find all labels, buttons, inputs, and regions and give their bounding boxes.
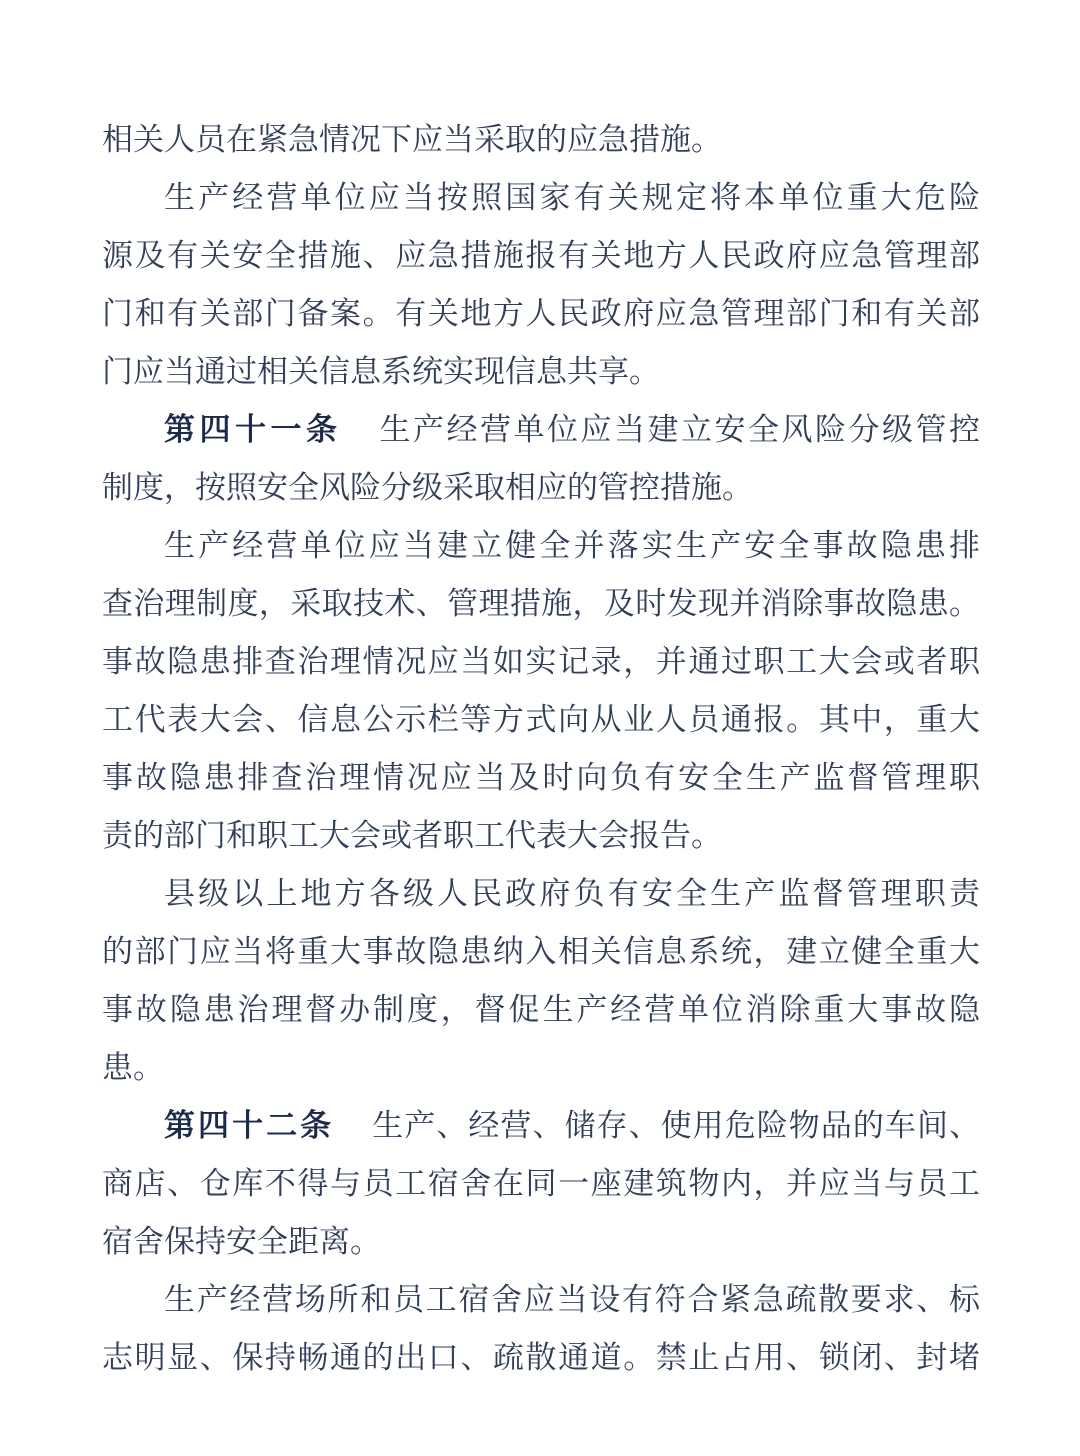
text-line: [102, 285, 980, 343]
line-text: 相关人员在紧急情况下应当采取的应急措施。: [102, 122, 722, 157]
text-line: [102, 1213, 980, 1271]
text-line: [102, 1329, 980, 1387]
line-text: 志明显、保持畅通的出口、疏散通道。禁止占用、锁闭、封堵: [102, 1340, 980, 1375]
line-text: 的部门应当将重大事故隐患纳入相关信息系统，建立健全重大: [102, 934, 980, 969]
line-text: 事故隐患治理督办制度，督促生产经营单位消除重大事故隐: [102, 992, 980, 1027]
line-text: 生产经营单位应当按照国家有关规定将本单位重大危险: [164, 180, 980, 215]
text-line: [102, 1097, 980, 1155]
text-line: [102, 111, 980, 169]
line-text: 生产、经营、储存、使用危险物品的车间、: [372, 1108, 980, 1143]
line-text: 工代表大会、信息公示栏等方式向从业人员通报。其中，重大: [102, 702, 980, 737]
text-line: [102, 343, 980, 401]
text-line: [102, 923, 980, 981]
line-text: 商店、仓库不得与员工宿舍在同一座建筑物内，并应当与员工: [102, 1166, 980, 1201]
text-line: [102, 807, 980, 865]
line-text: 宿舍保持安全距离。: [102, 1224, 381, 1259]
text-line: [102, 1155, 980, 1213]
article-number-bold: 第四十一条: [164, 412, 342, 447]
line-text: 责的部门和职工大会或者职工代表大会报告。: [102, 818, 722, 853]
line-text: 源及有关安全措施、应急措施报有关地方人民政府应急管理部: [102, 238, 980, 273]
text-line: [102, 981, 980, 1039]
text-line: [102, 1271, 980, 1329]
text-line: [102, 1039, 980, 1097]
line-text: 生产经营单位应当建立健全并落实生产安全事故隐患排: [164, 528, 980, 563]
line-text: 生产经营单位应当建立安全风险分级管控: [379, 412, 980, 447]
line-text: 患。: [102, 1050, 164, 1085]
text-line: [102, 517, 980, 575]
line-text: 门应当通过相关信息系统实现信息共享。: [102, 354, 660, 389]
line-text: 制度，按照安全风险分级采取相应的管控措施。: [102, 470, 753, 505]
text-line: [102, 169, 980, 227]
text-line: [102, 459, 980, 517]
text-line: [102, 633, 980, 691]
text-line: [102, 401, 980, 459]
text-line: [102, 749, 980, 807]
line-text: 查治理制度，采取技术、管理措施，及时发现并消除事故隐患。: [102, 586, 980, 621]
line-text: 生产经营场所和员工宿舍应当设有符合紧急疏散要求、标: [164, 1282, 980, 1317]
document-body: [102, 111, 980, 1387]
text-line: [102, 865, 980, 923]
text-line: [102, 691, 980, 749]
line-text: 事故隐患排查治理情况应当如实记录，并通过职工大会或者职: [102, 644, 980, 679]
line-text: 县级以上地方各级人民政府负有安全生产监督管理职责: [164, 876, 980, 911]
text-line: [102, 575, 980, 633]
text-line: [102, 227, 980, 285]
line-text: 门和有关部门备案。有关地方人民政府应急管理部门和有关部: [102, 296, 980, 331]
line-text: 事故隐患排查治理情况应当及时向负有安全生产监督管理职: [102, 760, 980, 795]
article-number-bold: 第四十二条: [164, 1108, 335, 1143]
